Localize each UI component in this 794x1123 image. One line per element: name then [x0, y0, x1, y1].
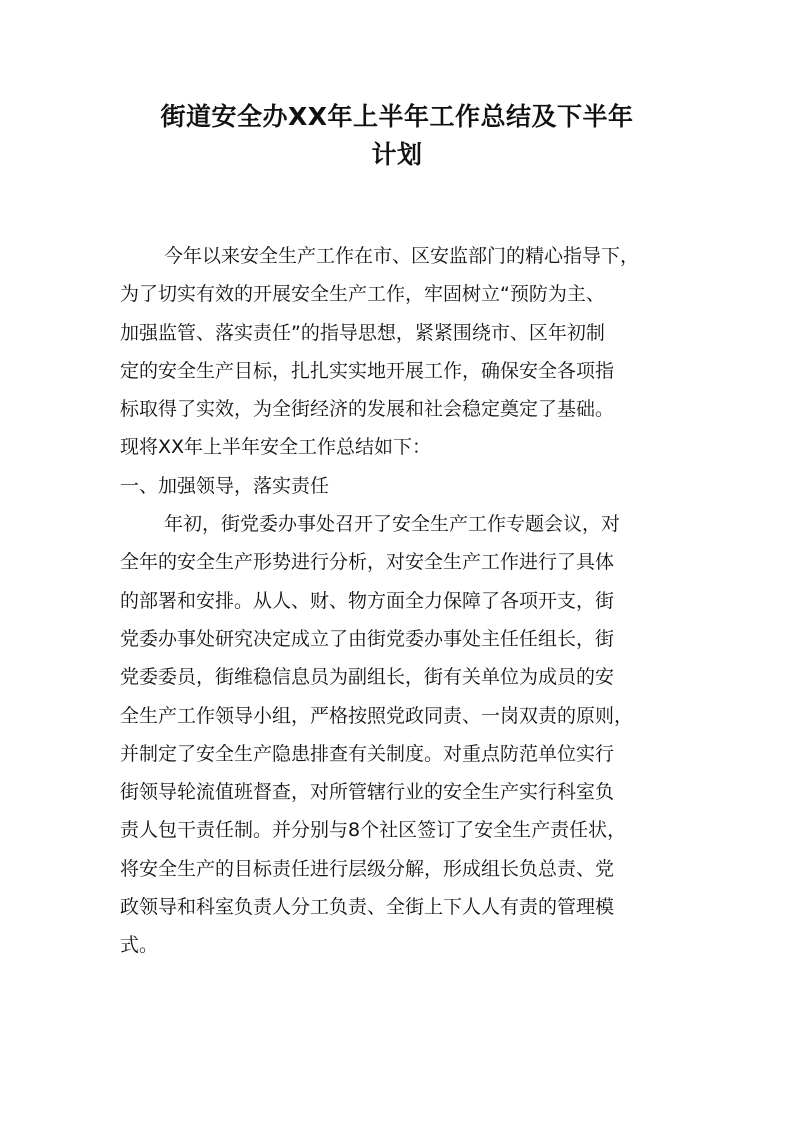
text-line: 政领导和科室负责人分工负责、全街上下人人有责的管理模: [120, 896, 615, 919]
text-line: 的部署和安排。从人、财、物方面全力保障了各项开支，街: [120, 589, 615, 612]
title-line-1: 街道安全办XX年上半年工作总结及下半年: [160, 102, 634, 131]
text-line: 加强监管、落实责任”的指导思想，紧紧围绕市、区年初制: [120, 321, 605, 344]
text-line: 为了切实有效的开展安全生产工作，牢固树立“预防为主、: [120, 283, 605, 306]
section-heading: [120, 467, 680, 505]
text-line: 标取得了实效，为全街经济的发展和社会稳定奠定了基础。: [120, 398, 615, 421]
text-line: 今年以来安全生产工作在市、区安监部门的精心指导下，: [164, 245, 640, 267]
document-body: [120, 237, 680, 965]
text-line: 街领导轮流值班督查，对所管辖行业的安全生产实行科室负: [120, 781, 615, 804]
text-line: 年初，街党委办事处召开了安全生产工作专题会议，对: [164, 513, 621, 536]
text-line: 全年的安全生产形势进行分析，对安全生产工作进行了具体: [120, 551, 615, 574]
text-line: 责人包干责任制。并分别与8个社区签订了安全生产责任状，: [120, 819, 627, 842]
text-line: 将安全生产的目标责任进行层级分解，形成组长负总责、党: [120, 857, 615, 880]
text-line: 现将XX年上半年安全工作总结如下：: [120, 436, 432, 459]
text-line: 全生产工作领导小组，严格按照党政同责、一岗双责的原则，: [120, 704, 634, 727]
title-line-2: 计划: [371, 140, 423, 169]
document-title: [110, 98, 684, 174]
text-line: 并制定了安全生产隐患排查有关制度。对重点防范单位实行: [120, 742, 615, 765]
text-line: 式。: [120, 934, 159, 957]
section-heading-text: 一、加强领导，落实责任: [120, 474, 330, 497]
text-line: 党委委员，街维稳信息员为副组长，街有关单位为成员的安: [120, 666, 615, 689]
section-1-paragraph: [120, 505, 680, 965]
text-line: 定的安全生产目标，扎扎实实地开展工作，确保安全各项指: [120, 359, 615, 382]
intro-paragraph: [120, 237, 680, 467]
text-line: 党委办事处研究决定成立了由街党委办事处主任任组长，街: [120, 627, 615, 650]
